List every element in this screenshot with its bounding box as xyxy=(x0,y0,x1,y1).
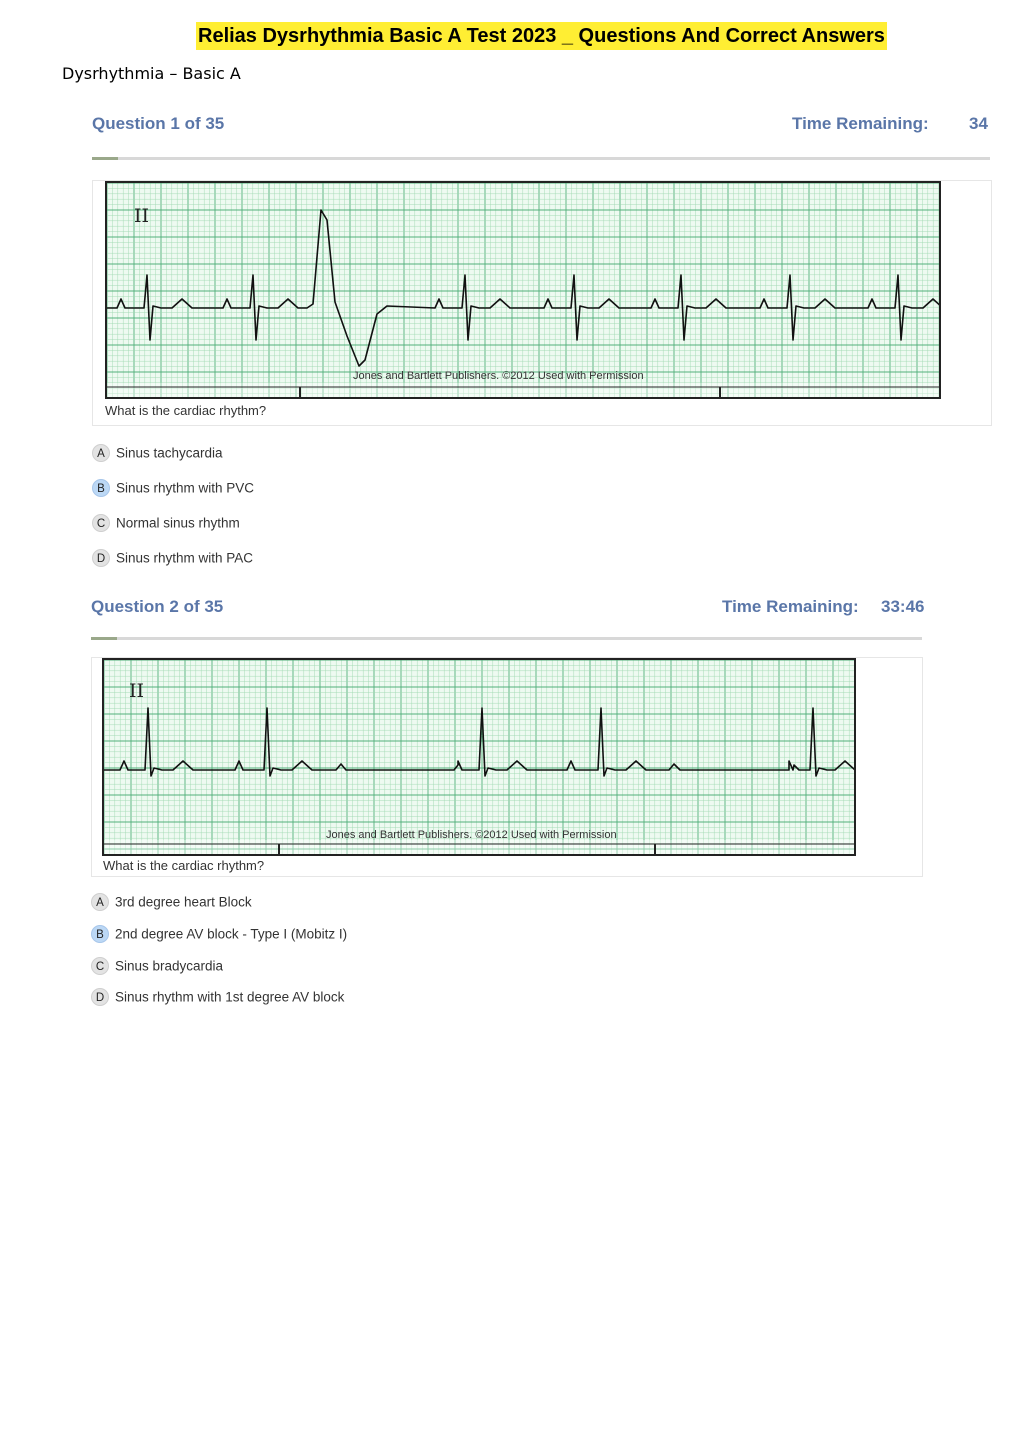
question-1 xyxy=(92,112,992,572)
question-1-timer-label: Time Remaining: xyxy=(792,114,929,133)
option-text: 3rd degree heart Block xyxy=(115,894,252,910)
question-2-prompt: What is the cardiac rhythm? xyxy=(103,858,265,873)
option-badge: C xyxy=(92,514,110,532)
option-text: Normal sinus rhythm xyxy=(116,515,240,531)
option-text: Sinus bradycardia xyxy=(115,958,224,974)
ecg-strip-2-graphic xyxy=(104,660,856,856)
option-text: 2nd degree AV block - Type I (Mobitz I) xyxy=(115,926,348,942)
ecg-strip-2 xyxy=(102,658,856,856)
option-badge: A xyxy=(91,893,109,911)
question-2-strip-card xyxy=(91,657,923,877)
option-badge: B xyxy=(91,925,109,943)
question-2-header: Question 2 of 35 xyxy=(91,597,224,616)
option-b[interactable] xyxy=(91,924,347,944)
strip-credit: Jones and Bartlett Publishers. ©2012 Used with Permission xyxy=(326,829,617,841)
ecg-strip-1-graphic xyxy=(107,183,941,399)
option-badge: C xyxy=(91,957,109,975)
option-text: Sinus tachycardia xyxy=(116,445,223,461)
document-title: Relias Dysrhythmia Basic A Test 2023 _ Questions And Correct Answers xyxy=(196,22,887,50)
strip-credit: Jones and Bartlett Publishers. ©2012 Used with Permission xyxy=(353,370,644,382)
document-subtitle: Dysrhythmia – Basic A xyxy=(62,64,241,83)
option-d[interactable] xyxy=(91,987,344,1007)
progress-accent xyxy=(91,637,117,640)
lead-label: II xyxy=(129,680,145,702)
option-d[interactable] xyxy=(92,548,253,568)
option-badge: A xyxy=(92,444,110,462)
question-1-strip-card xyxy=(92,180,992,426)
question-1-timer-value: 34 xyxy=(969,114,988,133)
progress-accent xyxy=(92,157,118,160)
question-2-timer-label: Time Remaining: xyxy=(722,597,859,616)
option-text: Sinus rhythm with PAC xyxy=(116,550,254,566)
option-badge: D xyxy=(91,988,109,1006)
option-b[interactable] xyxy=(92,478,254,498)
question-2-timer-value: 33:46 xyxy=(881,597,925,616)
option-badge: B xyxy=(92,479,110,497)
question-2-progress-rule xyxy=(91,637,922,640)
option-c[interactable] xyxy=(92,513,240,533)
option-text: Sinus rhythm with 1st degree AV block xyxy=(115,989,345,1005)
question-1-header: Question 1 of 35 xyxy=(92,114,225,133)
question-2 xyxy=(91,595,923,1015)
lead-label: II xyxy=(134,205,150,227)
option-a[interactable] xyxy=(92,443,223,463)
option-c[interactable] xyxy=(91,956,223,976)
option-text: Sinus rhythm with PVC xyxy=(116,480,255,496)
option-badge: D xyxy=(92,549,110,567)
ecg-strip-1 xyxy=(105,181,941,399)
question-1-progress-rule xyxy=(92,157,990,160)
question-1-prompt: What is the cardiac rhythm? xyxy=(105,403,267,418)
option-a[interactable] xyxy=(91,892,252,912)
